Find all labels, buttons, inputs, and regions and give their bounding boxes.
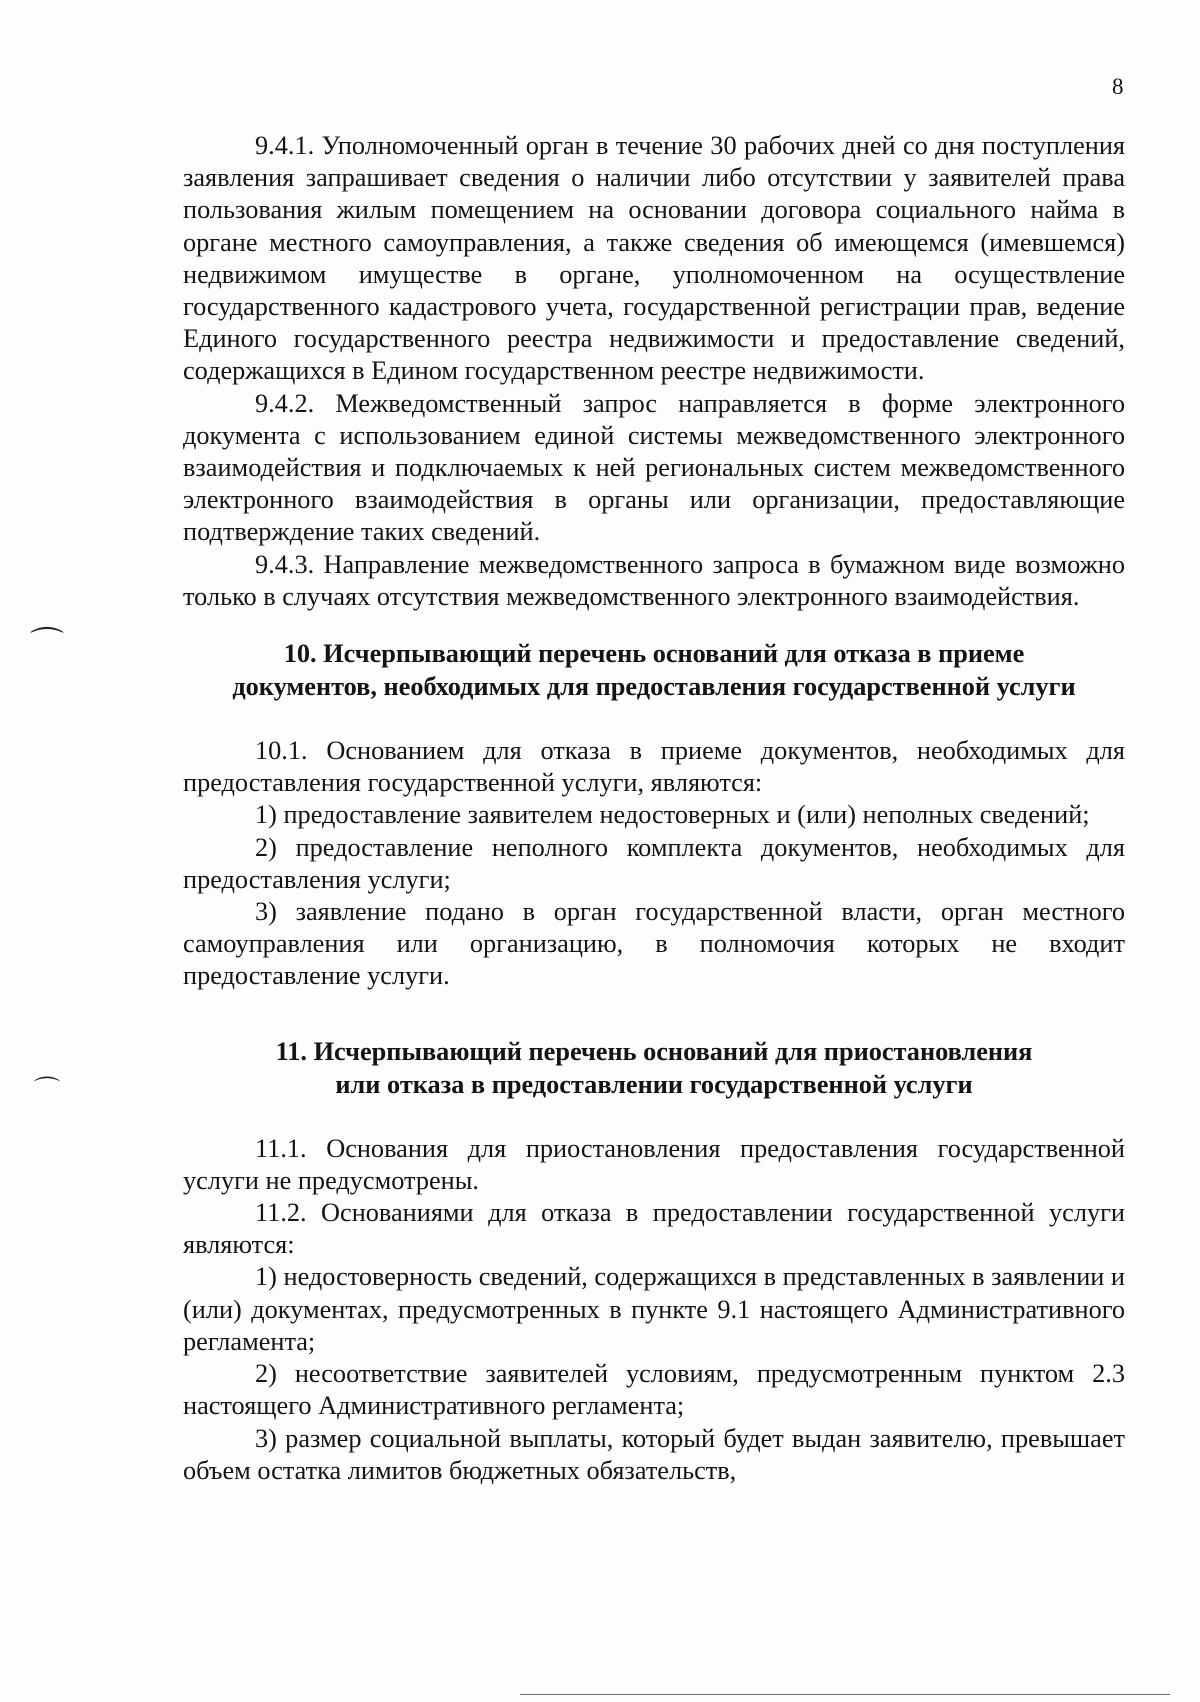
paragraph-9-4-2: 9.4.2. Межведомственный запрос направляется в форме электронного документа с использованием единой системы межведомственного электронного взаимодействия и подключаемых к ней региональных систем межведомственного электронного взаимодействия в органы или организации, предоставляющие подтверждение таких сведений. xyxy=(183,388,1125,547)
scan-artifact-mark: ⌒ xyxy=(34,1076,61,1106)
page-number: 8 xyxy=(1112,74,1124,99)
paragraph-11-2: 11.2. Основаниями для отказа в предоставлении государственной услуги являются: xyxy=(183,1198,1125,1260)
list-item-11-1: 1) недостоверность сведений, содержащихся в представленных в заявлении и (или) документах, предусмотренных в пункте 9.1 настоящего Административного регламента; xyxy=(183,1262,1125,1356)
list-item-10-3: 3) заявление подано в орган государственной власти, орган местного самоуправления или организацию, в полномочия которых не входит предоставление услуги. xyxy=(183,897,1125,991)
paragraph-10-1: 10.1. Основанием для отказа в приеме документов, необходимых для предоставления государственной услуги, являются: xyxy=(183,736,1125,798)
list-item-11-2: 2) несоответствие заявителей условиям, предусмотренным пунктом 2.3 настоящего Административного регламента; xyxy=(183,1359,1125,1421)
paragraph-11-1: 11.1. Основания для приостановления предоставления государственной услуги не предусмотрены. xyxy=(183,1133,1125,1195)
paragraph-9-4-3: 9.4.3. Направление межведомственного запроса в бумажном виде возможно только в случаях отсутствия межведомственного электронного взаимодействия. xyxy=(183,549,1125,611)
paragraph-9-4-1: 9.4.1. Уполномоченный орган в течение 30 рабочих дней со дня поступления заявления запрашивает сведения о наличии либо отсутствии у заявителей права пользования жилым помещением на основании договора социального найма в органе местного самоуправления, а также сведения об имеющемся (имевшемся) недвижимом имуществе в органе, уполномоченном на осуществление государственного кадастрового учета, государственной регистрации прав, ведение Единого государственного реестра недвижимости и предоставление сведений, содержащихся в Едином государственном реестре недвижимости. xyxy=(183,131,1125,386)
scan-bottom-edge xyxy=(520,1694,1170,1695)
section-10-heading-line1: 10. Исчерпывающий перечень оснований для отказа в приеме xyxy=(283,639,1025,669)
list-item-11-3: 3) размер социальной выплаты, который будет выдан заявителю, превышает объем остатка лимитов бюджетных обязательств, xyxy=(183,1423,1125,1485)
section-11-heading-line2: или отказа в предоставлении государственной услуги xyxy=(335,1069,973,1099)
document-body xyxy=(183,130,1125,1487)
section-10-heading-line2: документов, необходимых для предоставления государственной услуги xyxy=(232,672,1076,702)
section-10-heading xyxy=(183,637,1125,703)
list-item-10-1: 1) предоставление заявителем недостоверных и (или) неполных сведений; xyxy=(255,800,1090,830)
section-11-heading xyxy=(183,1035,1125,1101)
list-item-10-2: 2) предоставление неполного комплекта документов, необходимых для предоставления услуги; xyxy=(183,832,1125,894)
section-11-heading-line1: 11. Исчерпывающий перечень оснований для приостановления xyxy=(275,1036,1033,1066)
scan-artifact-mark: ⌒ xyxy=(30,625,64,665)
